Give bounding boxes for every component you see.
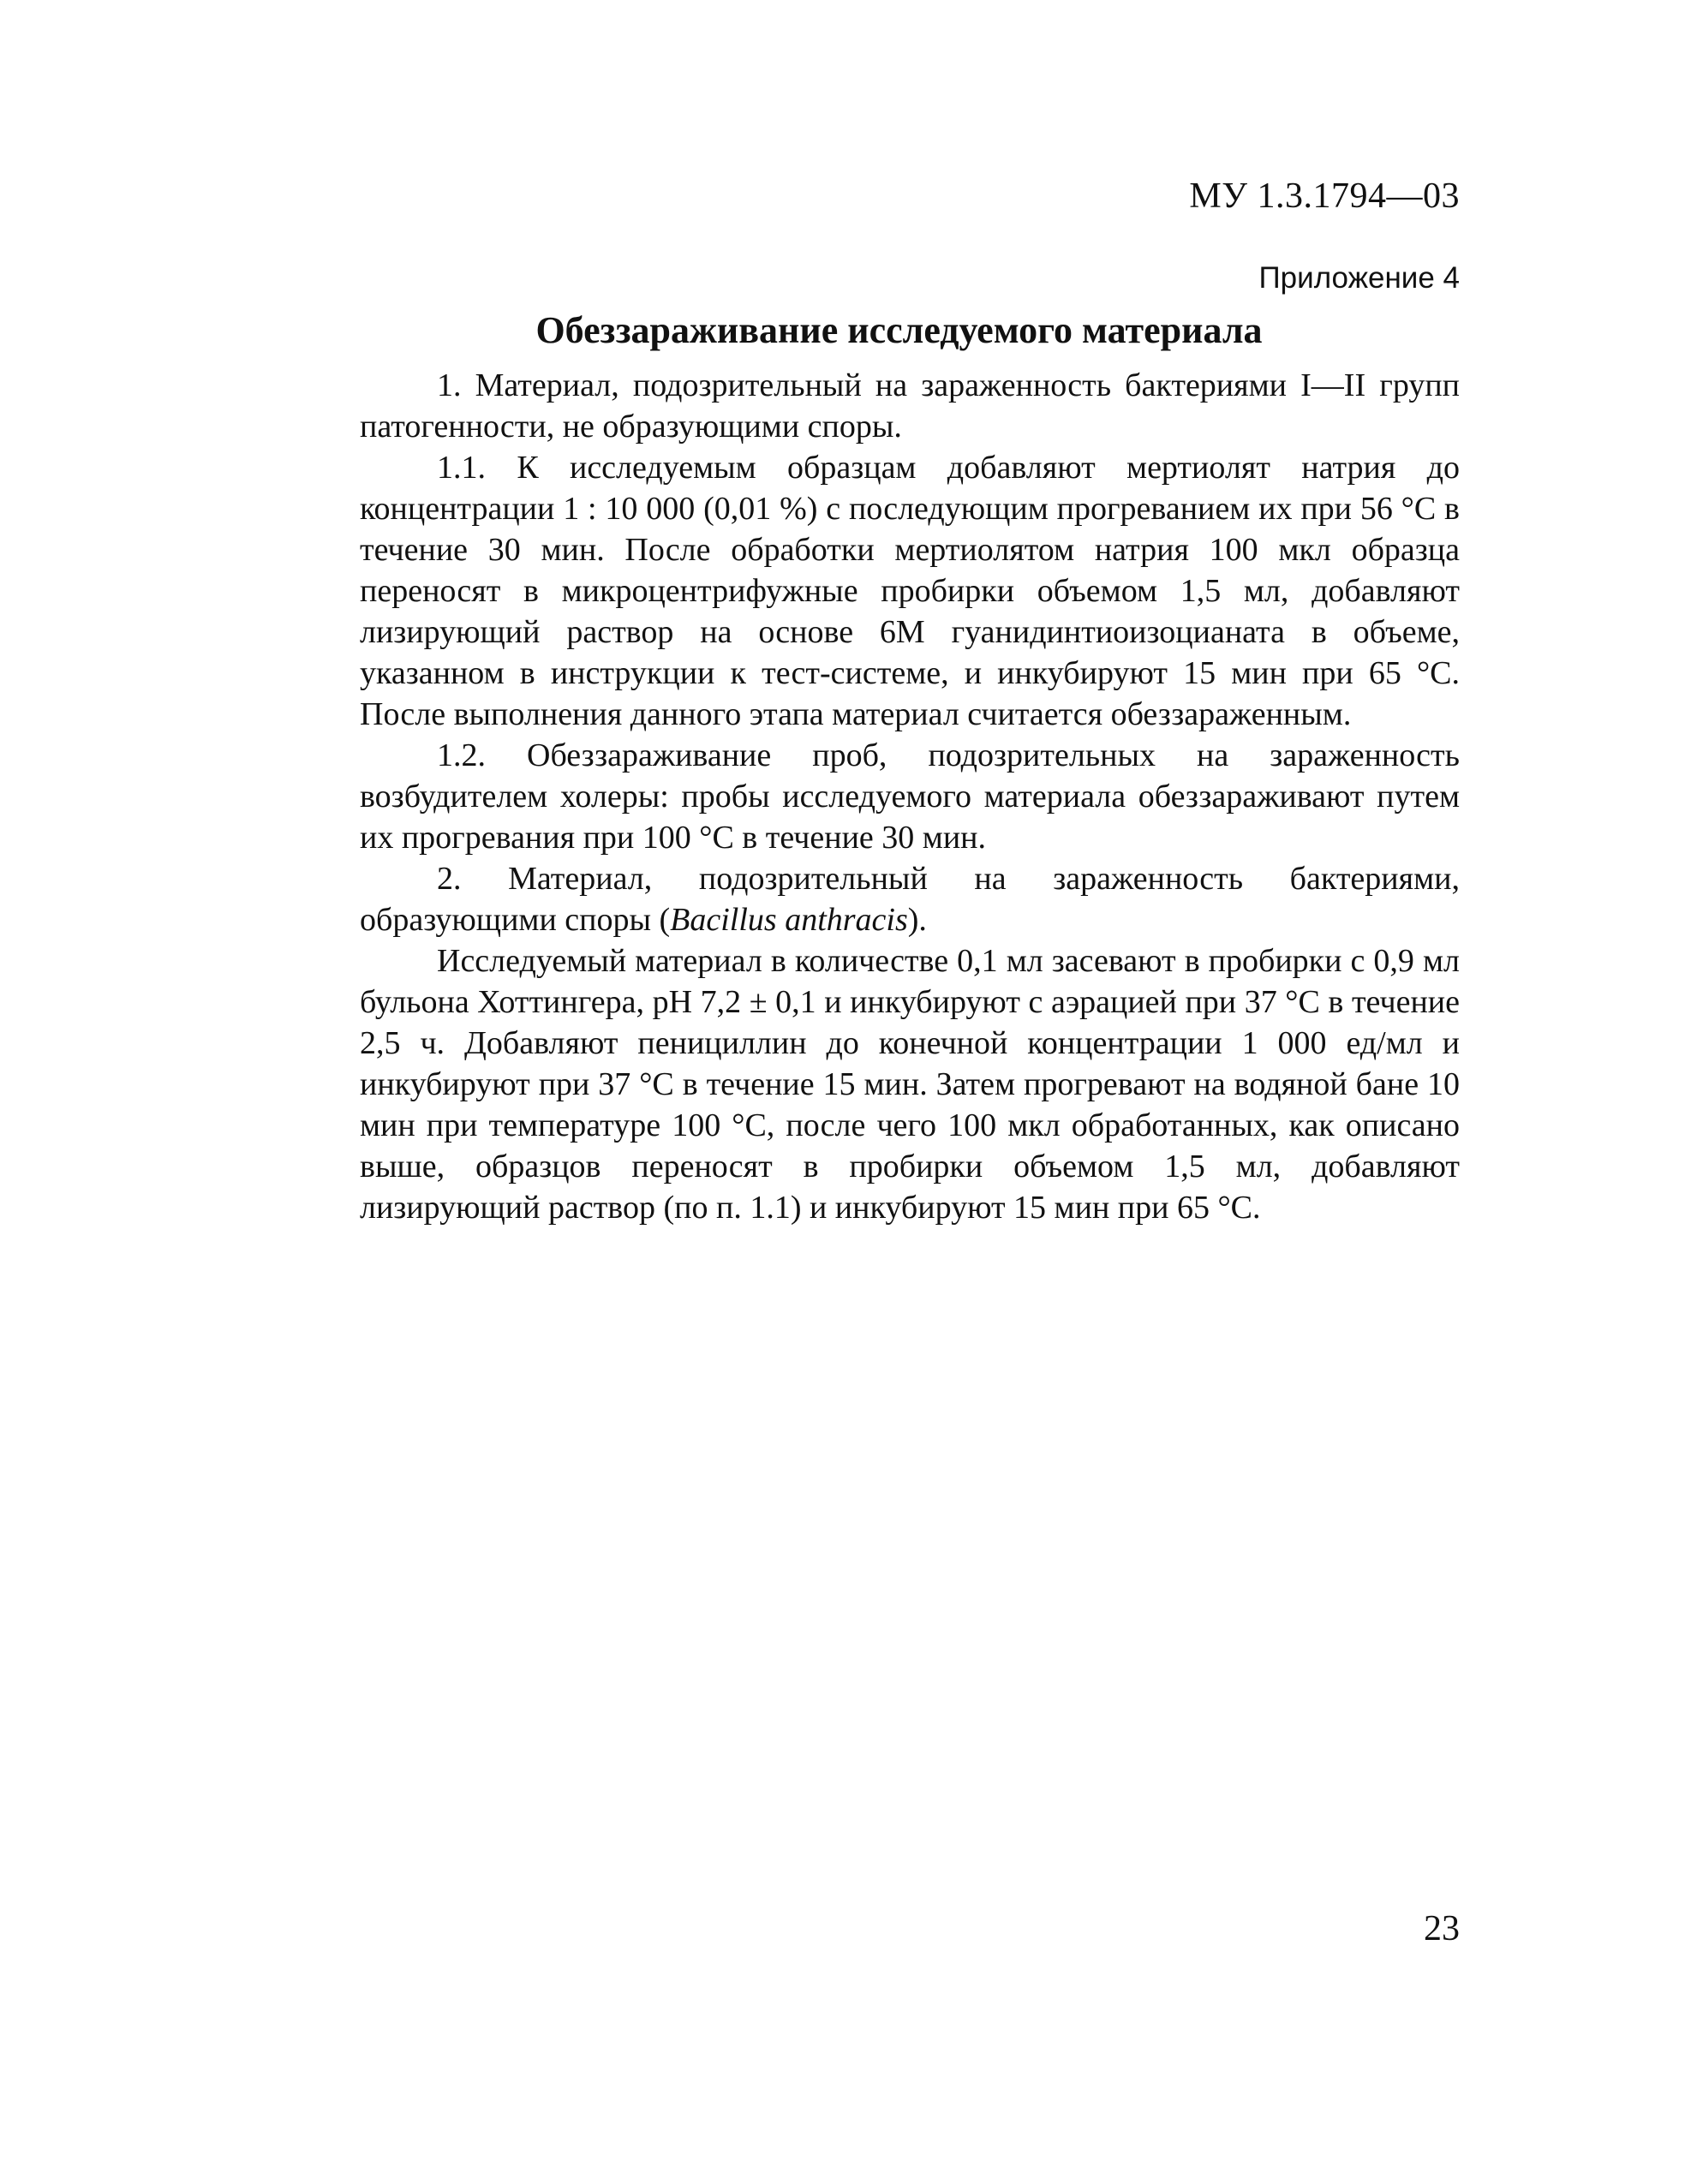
body-text [360,365,1460,1228]
paragraph-2-text: 2. Материал, подозрительный на зараженность бактериями, образующими споры ( [360,861,1460,938]
appendix-label: Приложение 4 [1258,261,1460,295]
page-number: 23 [1424,1909,1460,1948]
paragraph-2 [360,858,1460,940]
paragraph-1-1: 1.1. К исследуемым образцам добавляют мертиолят натрия до концентрации 1 : 10 000 (0,01 %) с последующим прогреванием их при 56 °С в течение 30 мин. После обработки мертиолятом натрия 100 мкл образца переносят в микроцентрифужные пробирки объемом 1,5 мл, добавляют лизирующий раствор на основе 6М гуанидинтиоизоцианата в объеме, указанном в инструкции к тест-системе, и инкубируют 15 мин при 65 °С. После выполнения данного этапа материал считается обеззараженным. [360,450,1460,732]
paragraph-2-end: ). [907,902,927,938]
section-title: Обеззараживание исследуемого материала [535,309,1263,351]
species-name: Bacillus anthracis [670,902,908,938]
paragraph-1: 1. Материал, подозрительный на зараженность бактериями I—II групп патогенности, не образующими споры. [360,367,1460,445]
document-code: МУ 1.3.1794—03 [1189,176,1460,216]
paragraph-3: Исследуемый материал в количестве 0,1 мл засевают в пробирки с 0,9 мл бульона Хоттингера, рН 7,2 ± 0,1 и инкубируют с аэрацией при 37 °С в течение 2,5 ч. Добавляют пенициллин до конечной концентрации 1 000 ед/мл и инкубируют при 37 °С в течение 15 мин. Затем прогревают на водяной бане 10 мин при температуре 100 °С, после чего 100 мкл обработанных, как описано выше, образцов переносят в пробирки объемом 1,5 мл, добавляют лизирующий раствор (по п. 1.1) и инкубируют 15 мин при 65 °С. [360,943,1460,1226]
paragraph-1-2: 1.2. Обеззараживание проб, подозрительных на зараженность возбудителем холеры: пробы исследуемого материала обеззараживают путем их прогревания при 100 °С в течение 30 мин. [360,737,1460,856]
